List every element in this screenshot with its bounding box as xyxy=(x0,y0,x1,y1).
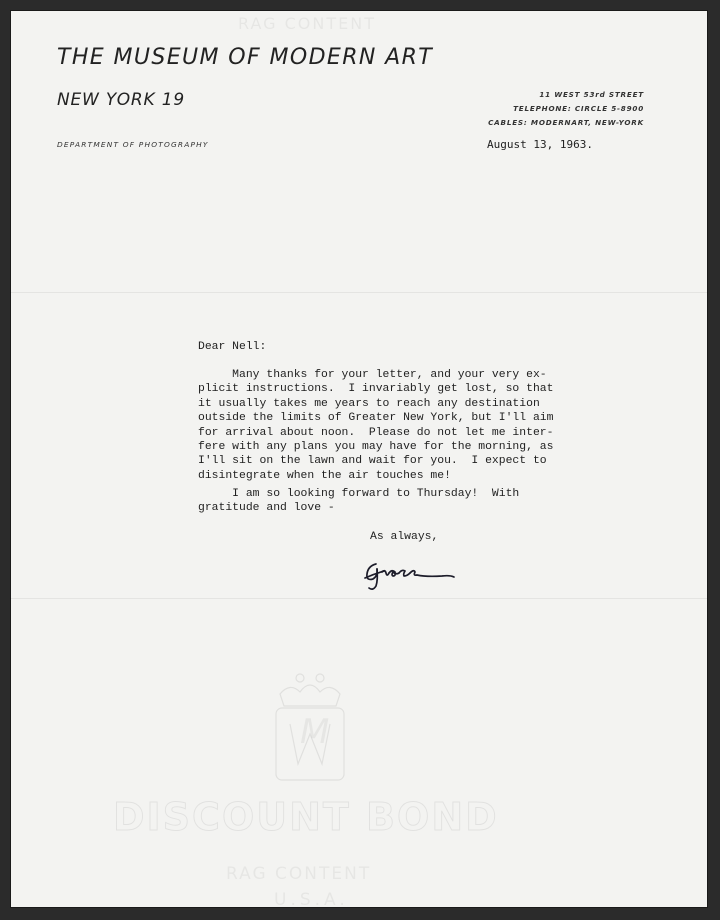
letter-paragraph-1: Many thanks for your letter, and your very ex- plicit instructions. I invariably get lost, so that it usually takes me years to reach any destination outside the limits of Greater New York, but I'll aim for arrival about noon. Please do not let me inter- fere with any plans you may have for the morning, as I'll sit on the lawn and wait for you. I expect to disintegrate when the air touches me! xyxy=(198,369,554,482)
letter-paragraph-2: I am so looking forward to Thursday! With gratitude and love - xyxy=(198,488,520,515)
letterhead-address: 11 WEST 53rd STREET xyxy=(539,90,644,99)
watermark-usa: U.S.A. xyxy=(274,890,349,908)
letterhead-institution: THE MUSEUM OF MODERN ART xyxy=(57,45,434,70)
watermark-top-line: RAG CONTENT xyxy=(238,14,376,33)
letter-salutation: Dear Nell: xyxy=(198,341,267,353)
signature-graphic xyxy=(362,556,456,592)
letter-date: August 13, 1963. xyxy=(487,138,593,151)
watermark-rag-content: RAG CONTENT xyxy=(226,864,372,884)
letter-closing: As always, xyxy=(370,531,439,543)
fold-line-lower xyxy=(10,598,708,599)
fold-line-upper xyxy=(10,292,708,293)
watermark-brand: DISCOUNT BOND xyxy=(113,795,499,839)
letterhead-telephone: TELEPHONE: CIRCLE 5-8900 xyxy=(513,104,644,113)
watermark-monogram: M xyxy=(300,712,330,752)
letterhead-cables: CABLES: MODERNART, NEW-YORK xyxy=(488,118,644,127)
letter-page xyxy=(10,10,708,908)
letterhead-city: NEW YORK 19 xyxy=(57,90,185,110)
letterhead-department: DEPARTMENT OF PHOTOGRAPHY xyxy=(57,140,209,149)
